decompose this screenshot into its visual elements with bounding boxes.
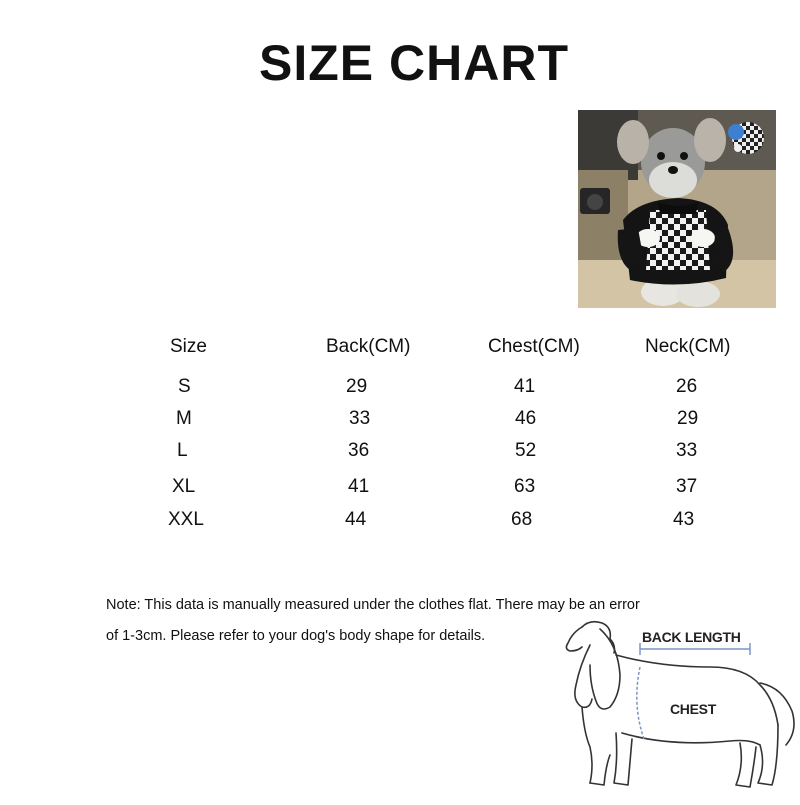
page-title: SIZE CHART: [259, 35, 569, 91]
table-header-size: Size: [170, 336, 207, 357]
table-cell: 33: [676, 440, 698, 461]
table-header-chest: Chest(CM): [488, 336, 580, 357]
table-cell: 26: [676, 376, 698, 397]
product-photo: [578, 110, 776, 308]
table-header-neck: Neck(CM): [645, 336, 731, 357]
table-cell: 37: [676, 476, 698, 497]
table-header-back: Back(CM): [326, 336, 411, 357]
table-cell: 68: [511, 509, 533, 530]
table-cell: 52: [515, 440, 537, 461]
table-cell: 41: [514, 376, 536, 397]
table-cell: XL: [172, 476, 196, 497]
table-cell: L: [177, 440, 188, 461]
table-cell: 29: [346, 376, 368, 397]
back-length-label: BACK LENGTH: [642, 629, 741, 645]
table-cell: 41: [348, 476, 370, 497]
table-cell: 36: [348, 440, 370, 461]
table-cell: XXL: [168, 509, 204, 530]
table-cell: 43: [673, 509, 695, 530]
table-cell: 29: [677, 408, 699, 429]
table-cell: M: [176, 408, 192, 429]
chest-label: CHEST: [670, 701, 716, 717]
table-cell: S: [178, 376, 191, 397]
table-cell: 46: [515, 408, 537, 429]
table-cell: 33: [349, 408, 371, 429]
dog-sweater-photo: [578, 110, 776, 308]
measurement-note: Note: This data is manually measured under the clothes flat. There may be an error of 1-3cm. Please refer to your dog's body shape for details.: [106, 597, 640, 644]
measurement-diagram: [560, 615, 800, 800]
table-cell: 63: [514, 476, 536, 497]
table-cell: 44: [345, 509, 367, 530]
